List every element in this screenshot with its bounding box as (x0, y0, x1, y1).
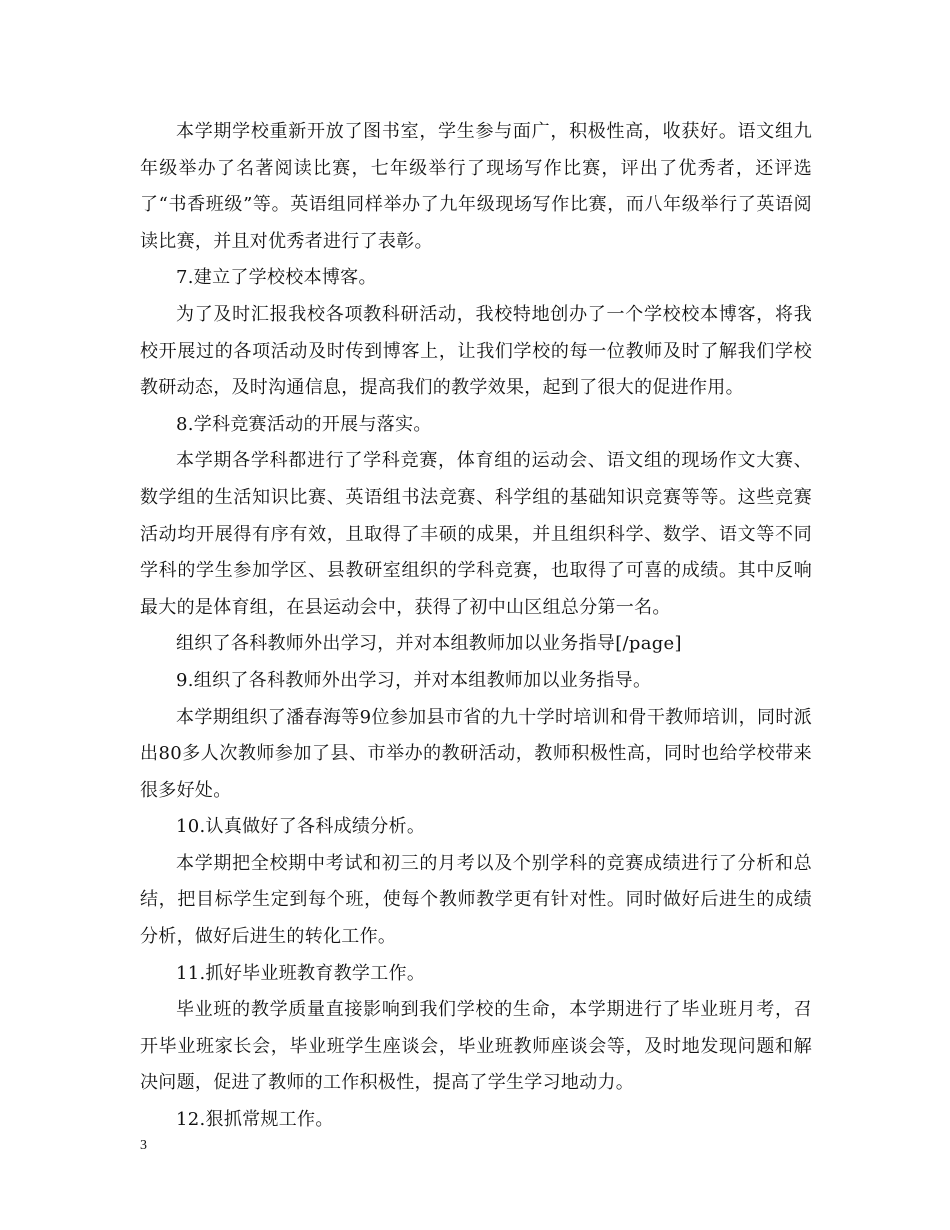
heading-item-10: 10.认真做好了各科成绩分析。 (176, 816, 426, 838)
heading-item-8: 8.学科竞赛活动的开展与落实。 (176, 413, 432, 435)
heading-item-11: 11.抓好毕业班教育教学工作。 (176, 962, 426, 984)
paragraph-score-analysis: 本学期把全校期中考试和初三的月考以及个别学科的竞赛成绩进行了分析和总结，把目标学生定到每个班，使每个教师教学更有针对性。同时做好后进生的成绩分析，做好后进生的转化工作。 (140, 852, 812, 948)
paragraph-library: 本学期学校重新开放了图书室，学生参与面广，积极性高，收获好。语文组九年级举办了名著阅读比赛，七年级举行了现场写作比赛，评出了优秀者，还评选了“书香班级”等。英语组同样举办了九年级现场写作比赛，而八年级举行了英语阅读比赛，并且对优秀者进行了表彰。 (140, 121, 812, 252)
document-body (140, 114, 812, 1139)
paragraph-graduating-class: 毕业班的教学质量直接影响到我们学校的生命，本学期进行了毕业班月考，召开毕业班家长会，毕业班学生座谈会，毕业班教师座谈会等，及时地发现问题和解决问题，促进了教师的工作积极性，提高了学生学习地动力。 (140, 999, 812, 1094)
heading-item-12: 12.狠抓常规工作。 (176, 1109, 334, 1131)
paragraph-competitions: 本学期各学科都进行了学科竞赛，体育组的运动会、语文组的现场作文大赛、数学组的生活知识比赛、英语组书法竞赛、科学组的基础知识竞赛等等。这些竞赛活动均开展得有序有效，且取得了丰硕的成果，并且组织科学、数学、语文等不同学科的学生参加学区、县教研室组织的学科竞赛，也取得了可喜的成绩。其中反响最大的是体育组，在县运动会中，获得了初中山区组总分第一名。 (140, 450, 812, 618)
page-number: 3 (140, 1138, 147, 1153)
heading-item-9: 9.组织了各科教师外出学习，并对本组教师加以业务指导。 (176, 669, 652, 691)
paragraph-training: 本学期组织了潘春海等9位参加县市省的九十学时培训和骨干教师培训，同时派出80多人次教师参加了县、市举办的教研活动，教师积极性高，同时也给学校带来很多好处。 (140, 706, 812, 801)
paragraph-blog: 为了及时汇报我校各项教科研活动，我校特地创办了一个学校校本博客，将我校开展过的各项活动及时传到博客上，让我们学校的每一位教师及时了解我们学校教研动态，及时沟通信息，提高我们的教学效果，起到了很大的促进作用。 (140, 303, 812, 399)
paragraph-study-guidance: 组织了各科教师外出学习，并对本组教师加以业务指导[/page] (176, 633, 682, 655)
heading-item-7: 7.建立了学校校本博客。 (176, 267, 377, 289)
